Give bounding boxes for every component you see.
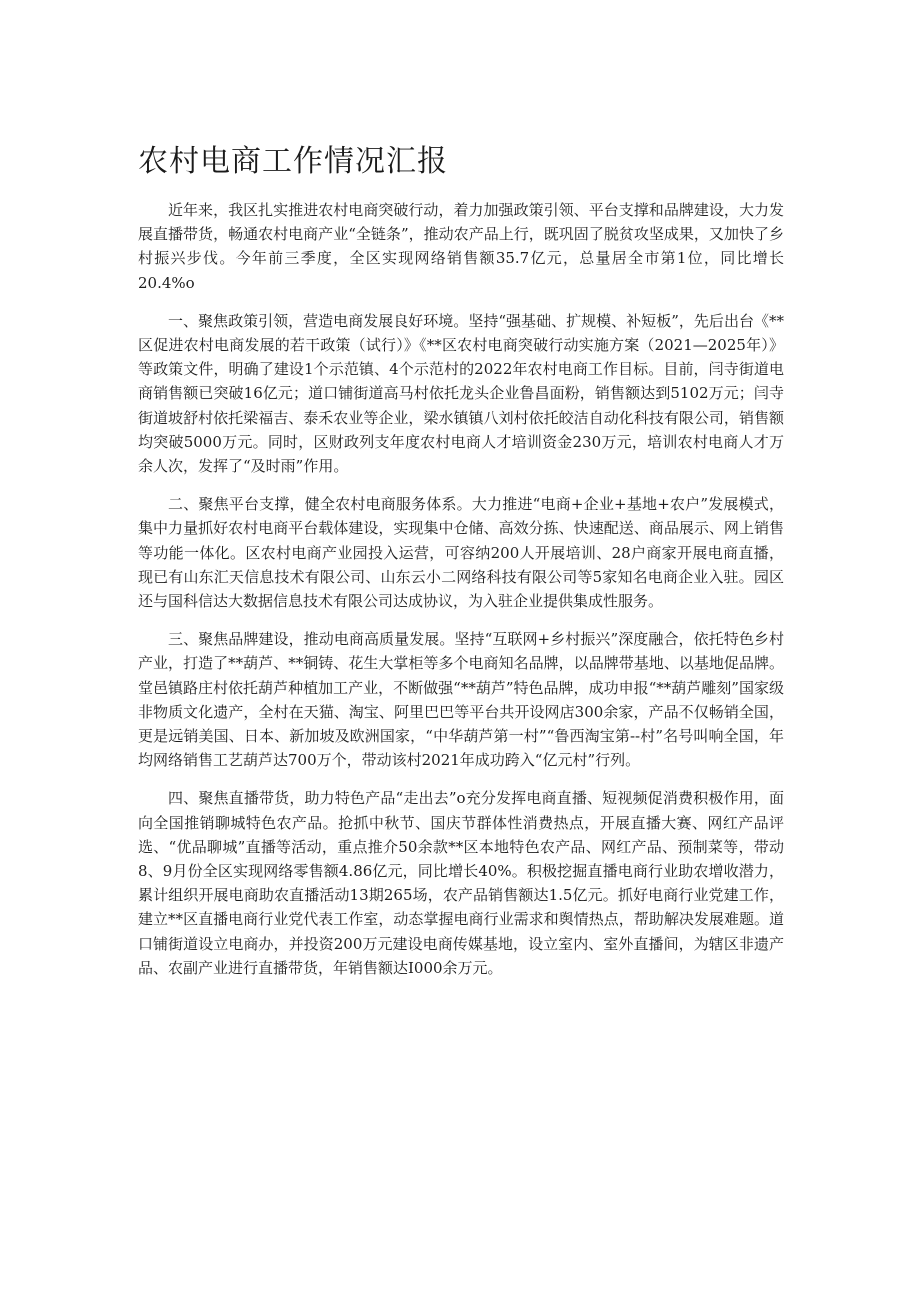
paragraph-livestream: 四、聚焦直播带货，助力特色产品“走出去”o充分发挥电商直播、短视频促消费积极作用，面向全国推销聊城特色农产品。抢抓中秋节、国庆节群体性消费热点，开展直播大赛、网红产品评选、“优品聊城”直播等活动，重点推介50余款**区本地特色农产品、网红产品、预制菜等，带动8、9月份全区实现网络零售额4.86亿元，同比增长40%。积极挖掘直播电商行业助农增收潜力，累计组织开展电商助农直播活动13期265场，农产品销售额达1.5亿元。抓好电商行业党建工作，建立**区直播电商行业党代表工作室，动态掌握电商行业需求和舆情热点，帮助解决发展难题。道口铺街道设立电商办，并投资200万元建设电商传媒基地，设立室内、室外直播间，为辖区非遗产品、农副产业进行直播带货，年销售额达I000余万元。 <box>138 789 784 977</box>
document-body <box>138 198 784 994</box>
paragraph-platform: 二、聚焦平台支撑，健全农村电商服务体系。大力推进“电商+企业+基地+农户”发展模式，集中力量抓好农村电商平台载体建设，实现集中仓储、高效分拣、快速配送、商品展示、网上销售等功能一体化。区农村电商产业园投入运营，可容纳200人开展培训、28户商家开展电商直播，现已有山东汇天信息技术有限公司、山东云小二网络科技有限公司等5家知名电商企业入驻。园区还与国科信达大数据信息技术有限公司达成协议，为入驻企业提供集成性服务。 <box>138 495 784 611</box>
document-title: 农村电商工作情况汇报 <box>138 144 448 179</box>
paragraph-policy: 一、聚焦政策引领，营造电商发展良好环境。坚持“强基础、扩规模、补短板”，先后出台《**区促进农村电商发展的若干政策（试行）》《**区农村电商突破行动实施方案（2021—2025年）》等政策文件，明确了建设1个示范镇、4个示范村的2022年农村电商工作目标。目前，闫寺街道电商销售额已突破16亿元；道口铺街道高马村依托龙头企业鲁昌面粉，销售额达到5102万元；闫寺街道坡舒村依托梁福吉、泰禾农业等企业，梁水镇镇八刘村依托皎洁自动化科技有限公司，销售额均突破5000万元。同时，区财政列支年度农村电商人才培训资金230万元，培训农村电商人才万余人次，发挥了“及时雨”作用。 <box>138 311 784 476</box>
paragraph-intro: 近年来，我区扎实推进农村电商突破行动，着力加强政策引领、平台支撑和品牌建设，大力发展直播带货，畅通农村电商产业“全链条”，推动农产品上行，既巩固了脱贫攻坚成果，又加快了乡村振兴步伐。今年前三季度，全区实现网络销售额35.7亿元，总量居全市第1位，同比增长20.4%o <box>138 201 784 292</box>
paragraph-brand: 三、聚焦品牌建设，推动电商高质量发展。坚持“互联网+乡村振兴”深度融合，依托特色乡村产业，打造了**葫芦、**铜铸、花生大掌柜等多个电商知名品牌，以品牌带基地、以基地促品牌。堂邑镇路庄村依托葫芦种植加工产业，不断做强“**葫芦”特色品牌，成功申报“**葫芦雕刻”国家级非物质文化遗产，全村在天猫、淘宝、阿里巴巴等平台共开设网店300余家，产品不仅畅销全国，更是远销美国、日本、新加坡及欧洲国家，“中华葫芦第一村”“鲁西淘宝第--村”名号叫响全国，年均网络销售工艺葫芦达700万个，带动该村2021年成功跨入“亿元村”行列。 <box>138 630 784 770</box>
